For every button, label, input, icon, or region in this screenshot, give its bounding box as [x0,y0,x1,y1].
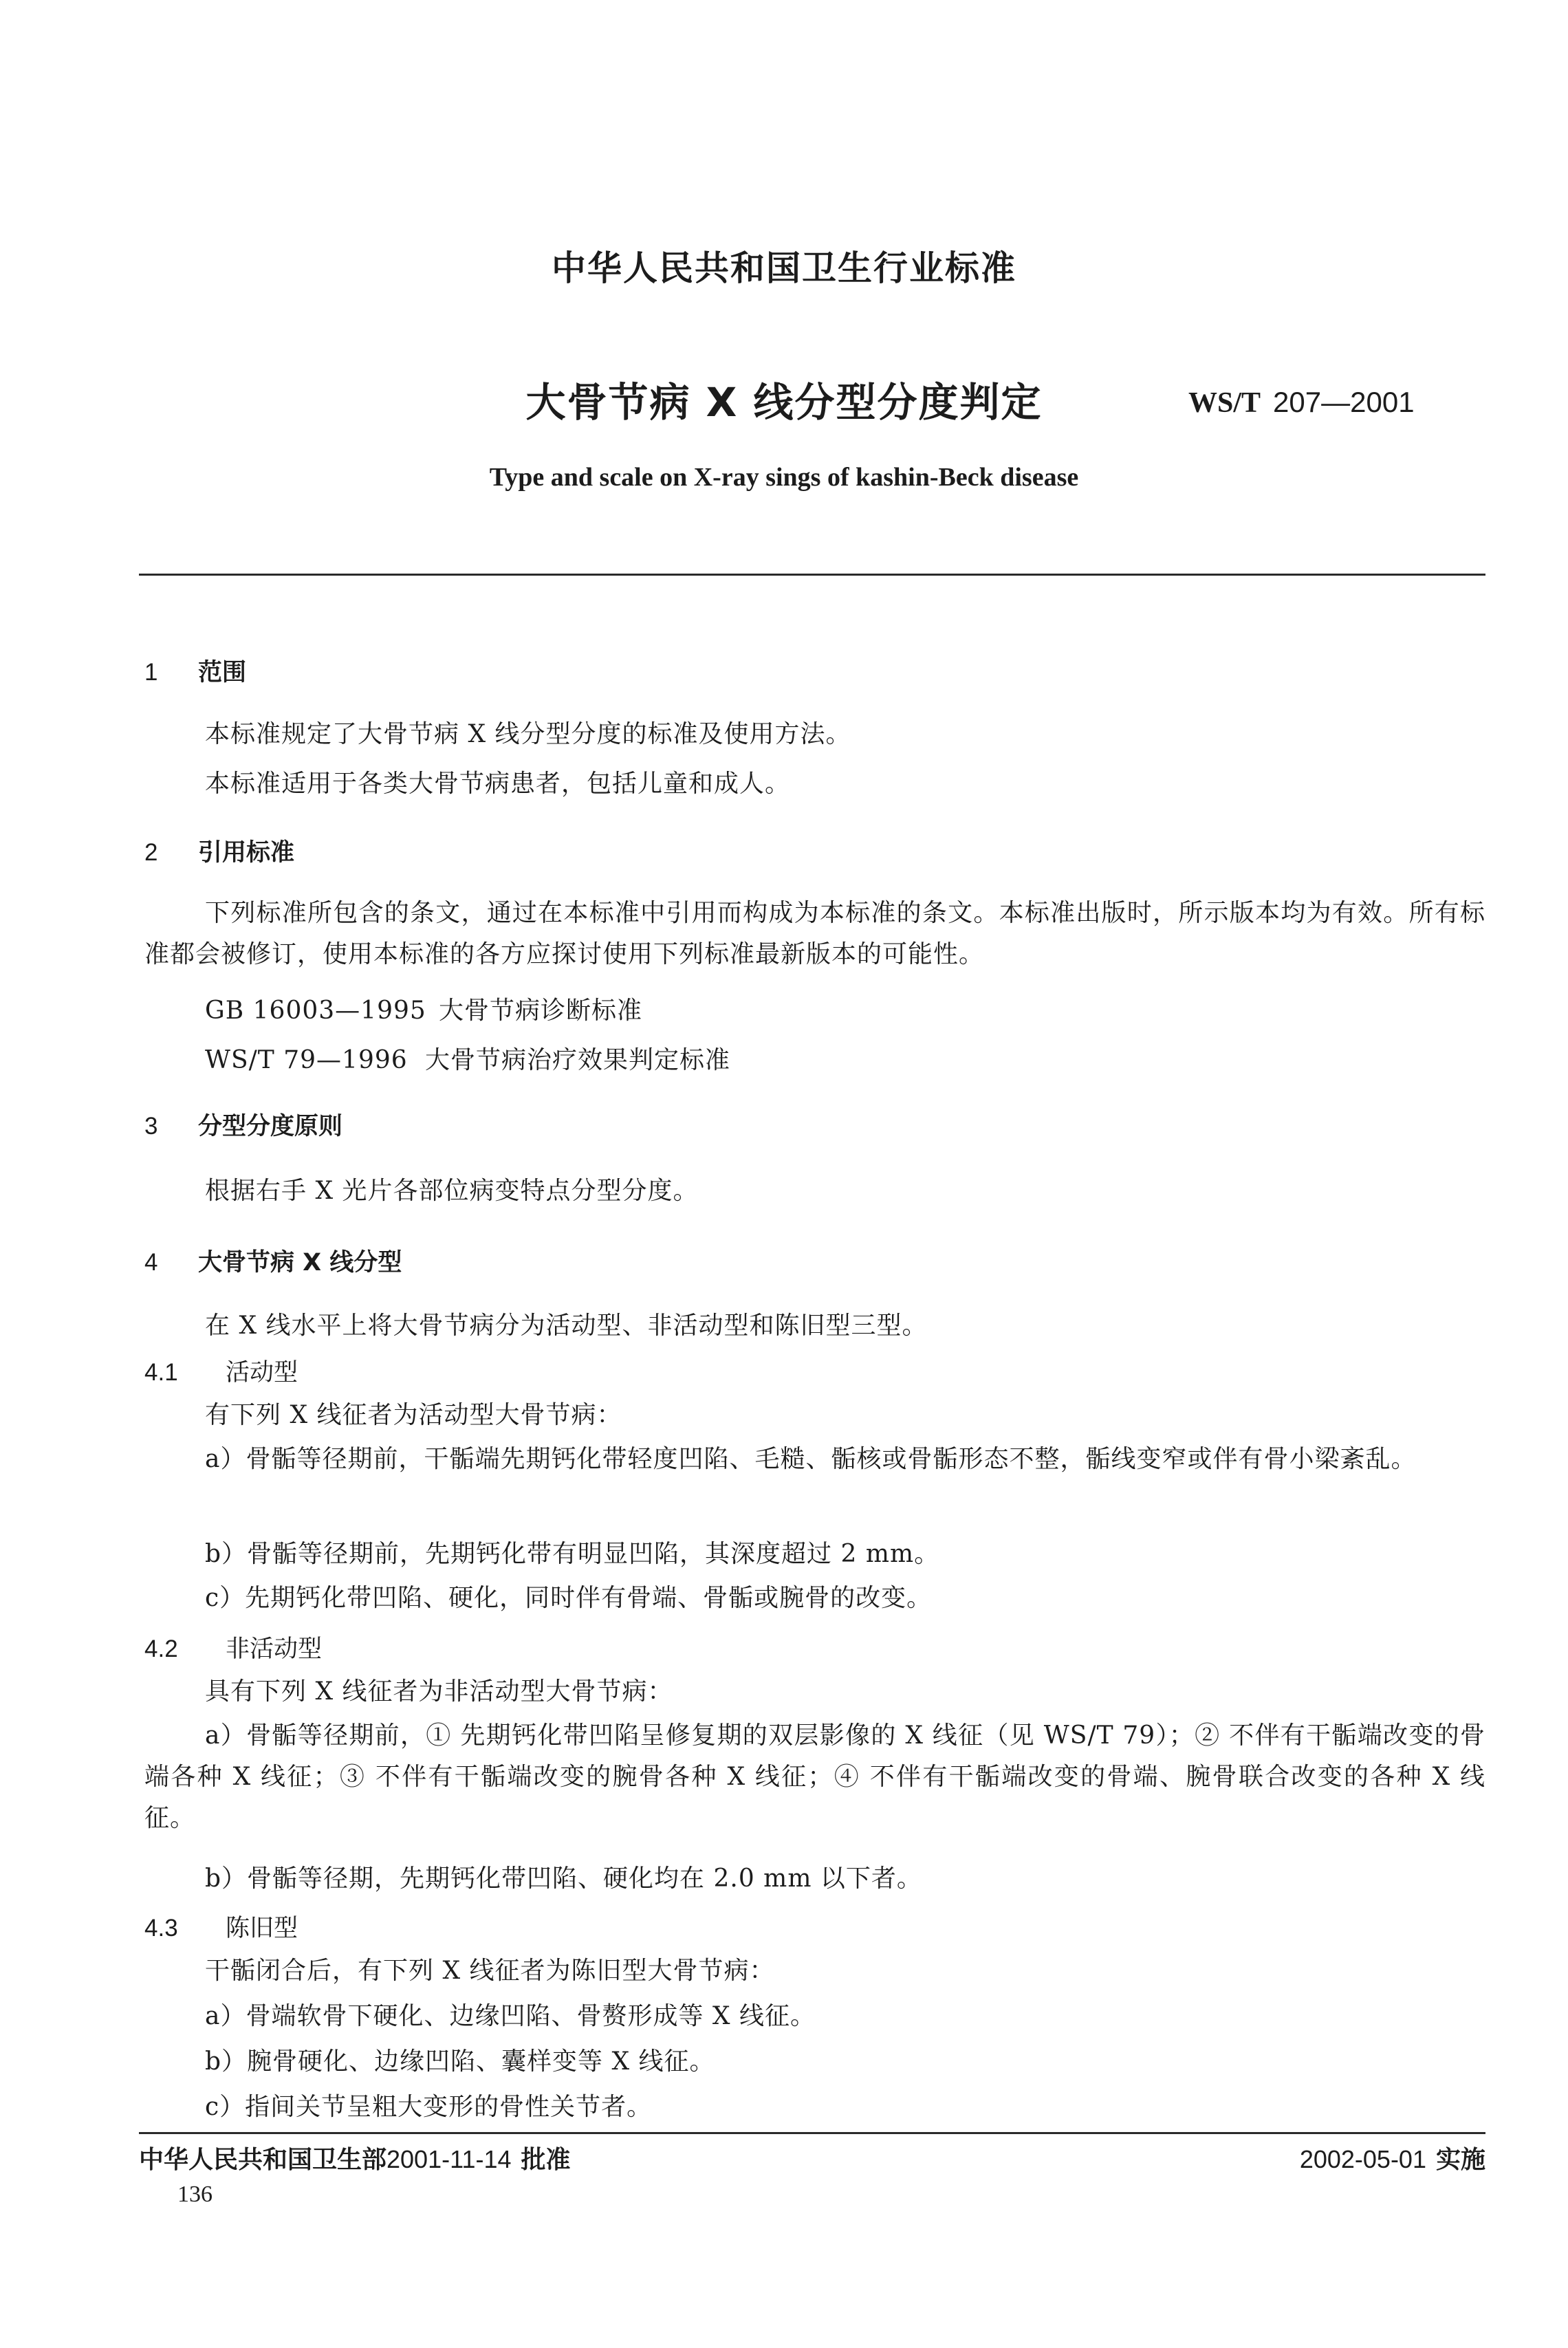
section-3-number: 3 [144,1113,158,1140]
subsection-4-2-lead: 具有下列 X 线征者为非活动型大骨节病： [205,1677,673,1706]
subsection-4-2-title: 非活动型 [226,1635,323,1663]
subsection-4-3-title: 陈旧型 [226,1915,298,1942]
reference-code: WS/T 79—1996 [205,1046,408,1074]
subsection-4-1-lead: 有下列 X 线征者为活动型大骨节病： [205,1401,622,1429]
section-2-intro: 下列标准所包含的条文，通过在本标准中引用而构成为本标准的条文。本标准出版时，所示版本均为有效。所有标准都会被修订，使用本标准的各方应探讨使用下列标准最新版本的可能性。 [144,899,1485,968]
header-rule [139,574,1485,576]
subsection-4-1-item-a: a）骨骺等径期前，干骺端先期钙化带轻度凹陷、毛糙、骺核或骨骺形态不整，骺线变窄或伴有骨小梁紊乱。 [205,1445,1417,1473]
reference-code: GB 16003—1995 [205,997,426,1025]
section-1-para-2: 本标准适用于各类大骨节病患者，包括儿童和成人。 [205,770,791,798]
subsection-4-3-item-a: a）骨端软骨下硬化、边缘凹陷、骨赘形成等 X 线征。 [205,2002,816,2030]
standard-code [1188,385,1415,420]
subsection-4-1-title: 活动型 [226,1359,298,1387]
section-2-heading [144,834,294,868]
approval-line [139,2140,571,2175]
section-1-title: 范围 [198,659,247,686]
subsection-4-3-heading [144,1909,298,1944]
subsection-4-2-item-b: b）骨骺等径期，先期钙化带凹陷、硬化均在 2.0 mm 以下者。 [205,1865,922,1893]
implementation-line [1300,2140,1485,2175]
section-3-title: 分型分度原则 [198,1113,343,1140]
standard-code-prefix: WS/T [1188,387,1261,419]
subsection-4-1-item-c: c）先期钙化带凹陷、硬化，同时伴有骨端、骨骺或腕骨的改变。 [205,1584,933,1612]
english-title: Type and scale on X-ray sings of kashin-Beck disease [489,463,1079,492]
standard-code-number: 207—2001 [1273,386,1415,418]
section-4-intro: 在 X 线水平上将大骨节病分为活动型、非活动型和陈旧型三型。 [205,1312,928,1340]
section-2-title: 引用标准 [198,839,295,867]
subsection-4-3-lead: 干骺闭合后，有下列 X 线征者为陈旧型大骨节病： [205,1957,775,1985]
subsection-4-2-item-a: a）骨骺等径期前，① 先期钙化带凹陷呈修复期的双层影像的 X 线征（见 WS/T 79）；② 不伴有干骺端改变的骨端各种 X 线征；③ 不伴有干骺端改变的腕骨各种 X 线征；④ 不伴有干骺端改变的骨端、腕骨联合改变的各种 X 线征。 [144,1721,1485,1832]
subsection-4-3-item-c: c）指间关节呈粗大变形的骨性关节者。 [205,2093,653,2121]
implementation-label: 实施 [1435,2146,1485,2174]
subsection-4-2-number: 4.2 [144,1635,178,1662]
section-1-number: 1 [144,659,158,686]
section-2-number: 2 [144,839,158,866]
subsection-4-1-heading [144,1354,298,1388]
section-4-title: 大骨节病 X 线分型 [198,1249,402,1276]
subsection-4-1-item-b: b）骨骺等径期前，先期钙化带有明显凹陷，其深度超过 2 mm。 [205,1540,940,1568]
approval-label: 批准 [521,2146,571,2174]
subsection-4-1-number: 4.1 [144,1359,178,1386]
section-3-heading [144,1107,342,1142]
reference-name: 大骨节病治疗效果判定标准 [425,1046,731,1074]
section-4-number: 4 [144,1249,158,1276]
document-title: 大骨节病 X 线分型分度判定 [525,379,1043,426]
footer-rule [139,2132,1485,2134]
reference-item [205,990,642,1032]
section-1-heading [144,653,246,688]
page-number: 136 [177,2182,213,2207]
subsection-4-3-item-b: b）腕骨硬化、边缘凹陷、囊样变等 X 线征。 [205,2047,715,2076]
reference-name: 大骨节病诊断标准 [439,997,643,1025]
section-3-text: 根据右手 X 光片各部位病变特点分型分度。 [205,1177,699,1205]
reference-item [205,1040,730,1081]
section-1-para-1: 本标准规定了大骨节病 X 线分型分度的标准及使用方法。 [205,720,851,748]
section-4-heading [144,1243,402,1278]
approval-date: 2001-11-14 [386,2145,512,2173]
subsection-4-3-number: 4.3 [144,1915,178,1942]
standard-category: 中华人民共和国卫生行业标准 [552,248,1016,288]
implementation-date: 2002-05-01 [1299,2145,1426,2173]
subsection-4-2-heading [144,1630,322,1664]
issuer: 中华人民共和国卫生部 [139,2146,387,2174]
